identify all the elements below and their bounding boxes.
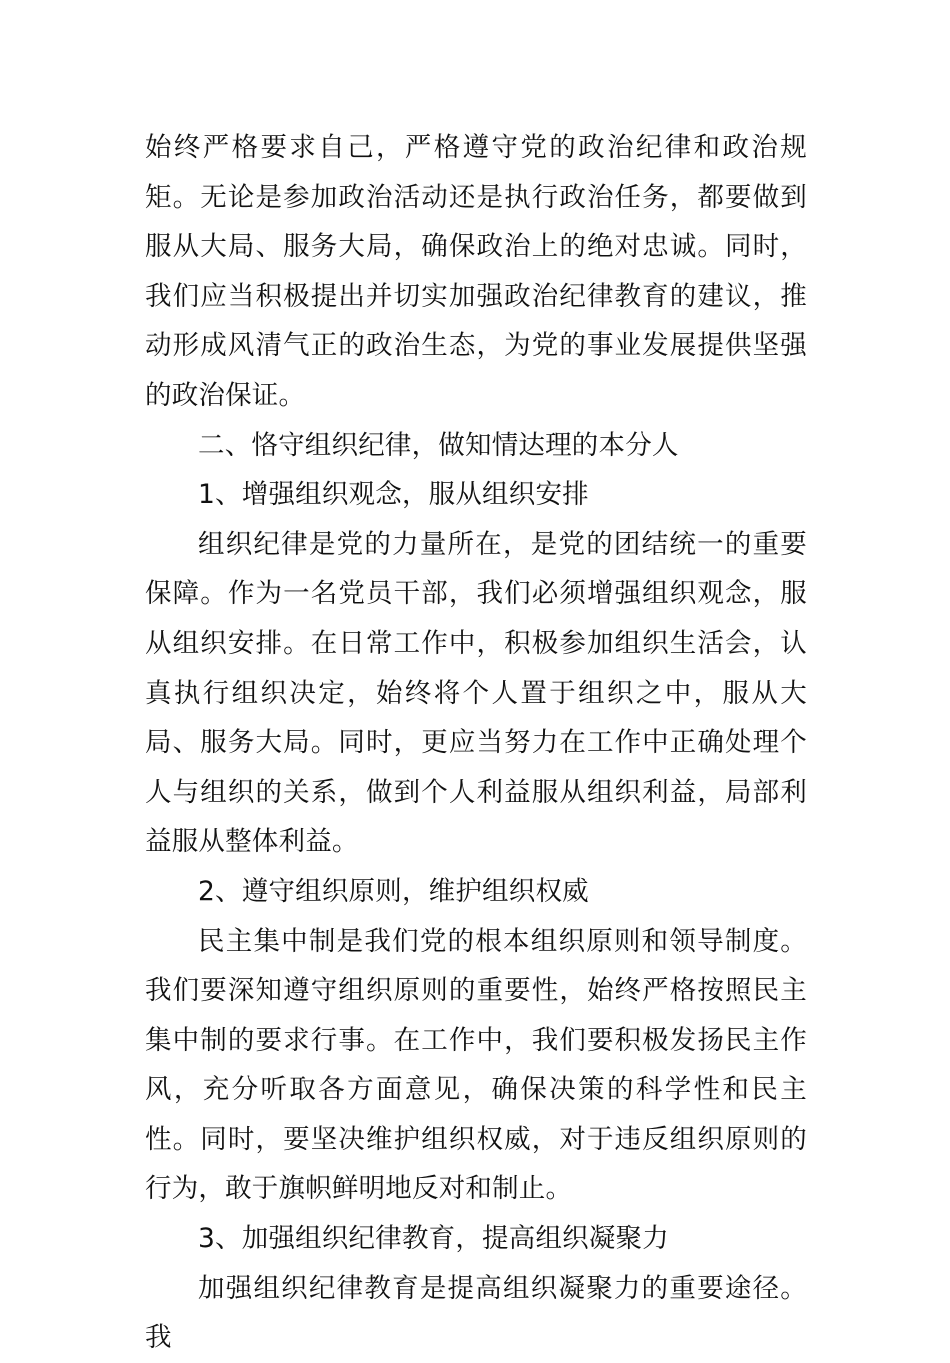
section-heading: 二、恪守组织纪律，做知情达理的本分人	[198, 429, 679, 461]
subsection-heading: 3、加强组织纪律教育，提高组织凝聚力	[198, 1223, 669, 1255]
body-paragraph: 加强组织纪律教育是提高组织凝聚力的重要途径。我	[145, 1272, 807, 1354]
document-body	[145, 123, 807, 1363]
subsection-heading: 2、遵守组织原则，维护组织权威	[198, 875, 589, 907]
body-paragraph: 组织纪律是党的力量所在，是党的团结统一的重要保障。作为一名党员干部，我们必须增强组织观念，服从组织安排。在日常工作中，积极参加组织生活会，认真执行组织决定，始终将个人置于组织之中，服从大局、服务大局。同时，更应当努力在工作中正确处理个人与组织的关系，做到个人利益服从组织利益，局部利益服从整体利益。	[145, 528, 807, 858]
subsection-heading: 1、增强组织观念，服从组织安排	[198, 479, 589, 511]
body-paragraph-continued: 始终严格要求自己，严格遵守党的政治纪律和政治规矩。无论是参加政治活动还是执行政治任务，都要做到服从大局、服务大局，确保政治上的绝对忠诚。同时，我们应当积极提出并切实加强政治纪律教育的建议，推动形成风清气正的政治生态，为党的事业发展提供坚强的政治保证。	[145, 132, 807, 411]
body-paragraph: 民主集中制是我们党的根本组织原则和领导制度。我们要深知遵守组织原则的重要性，始终严格按照民主集中制的要求行事。在工作中，我们要积极发扬民主作风，充分听取各方面意见，确保决策的科学性和民主性。同时，要坚决维护组织权威，对于违反组织原则的行为，敢于旗帜鲜明地反对和制止。	[145, 925, 807, 1205]
